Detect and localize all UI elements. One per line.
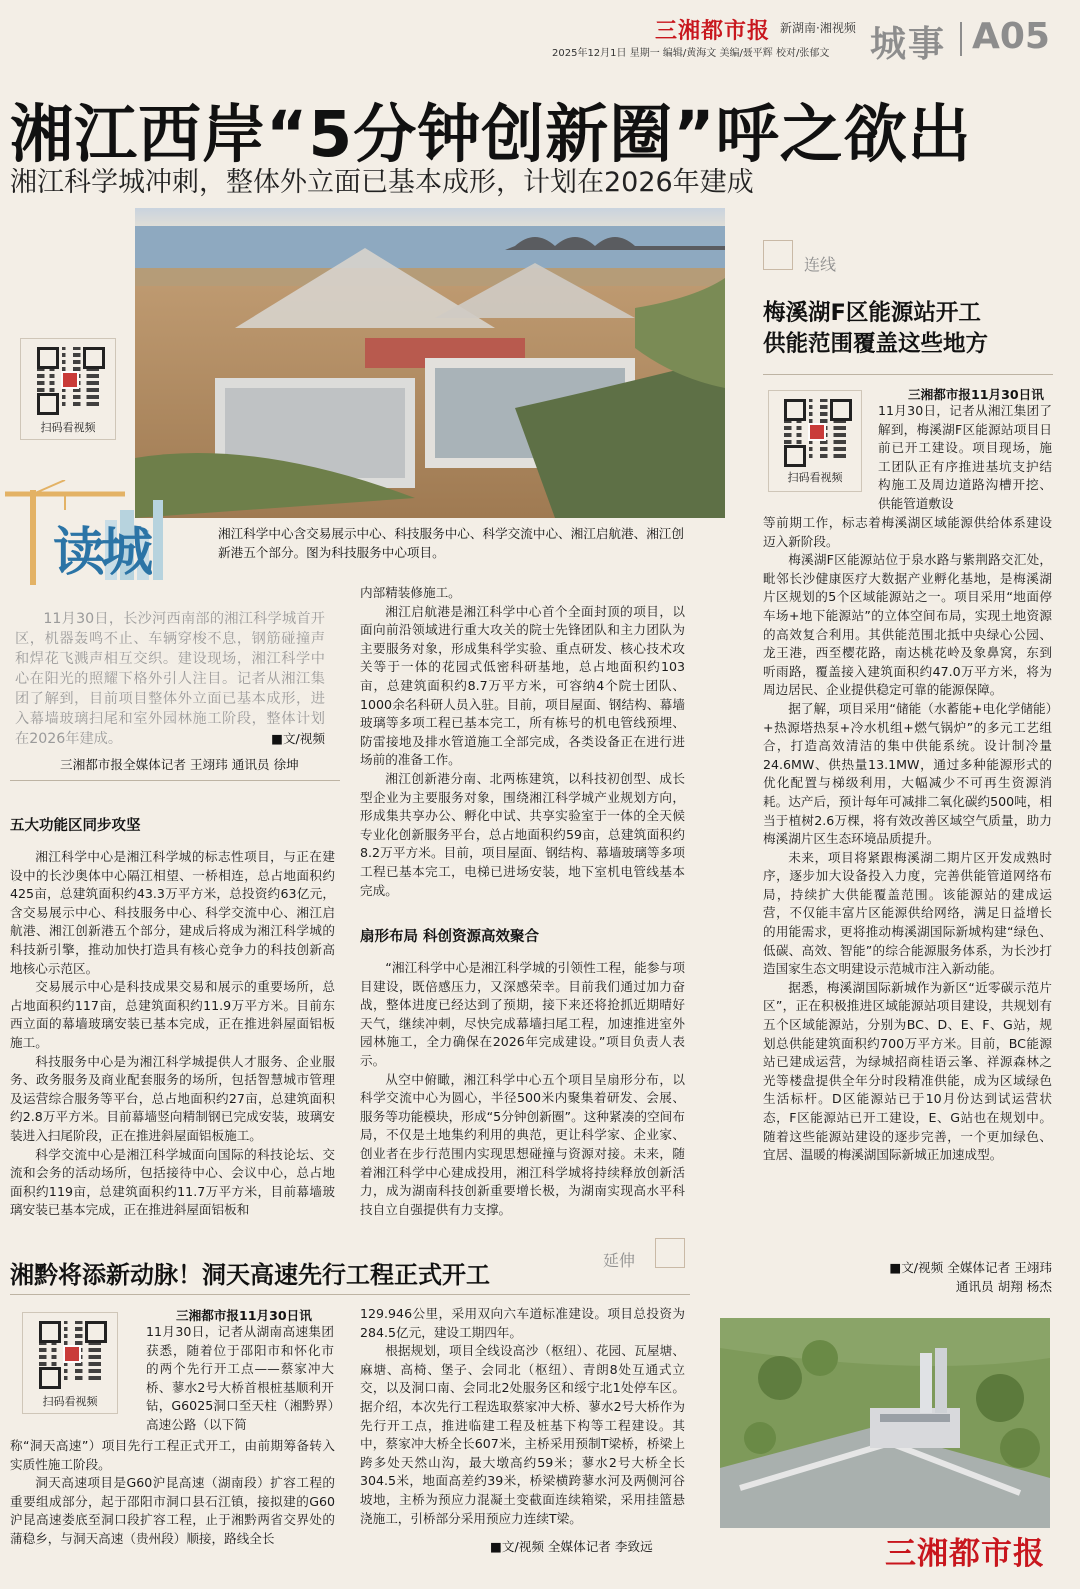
- lead-text: 11月30日，长沙河西南部的湘江科学城首开区，机器轰鸣不止、车辆穿梭不息，钢筋碰撞声和焊花飞溅声相互交织。建设现场，湘江科学中心在阳光的照耀下格外引人注目。记者从湘江集团了解到，目前项目整体外立面已基本成形，进入幕墙玻璃扫尾和室外园林施工阶段，整体计划在2026年建成。 ■文/视频: [15, 611, 325, 747]
- paragraph: 据了解，项目采用“储能（水蓄能+电化学储能）+热源塔热泵+冷水机组+燃气锅炉”的多元工艺组合，打造高效清洁的集中供能系统。设计制冷量24.6MW、供热量13.1MW，通过多种能源形式的优化配置与梯级利用，大幅减少不可再生资源消耗。达产后，预计每年可减排二氧化碳约500吨，相当于植树2.6万棵，将有效改善区域空气质量，助力梅溪湖片区生态环境品质提升。: [763, 700, 1052, 847]
- qr-caption: 扫码看视频: [40, 421, 96, 434]
- paragraph: 11月30日，记者从湖南高速集团获悉，随着位于邵阳市和怀化市的两个先行开工点——蔡家冲大桥、蓼水2号大桥首根桩基顺利开钻，G6025洞口至天柱（湘黔界）高速公路（以下简: [146, 1324, 334, 1432]
- sidebar-dateline: 三湘都市报11月30日讯: [908, 387, 1044, 402]
- article-column-2: [360, 584, 685, 900]
- paragraph: 科技服务中心是为湘江科学城提供人才服务、企业服务、政务服务及商业配套服务的场所，包括智慧城市管理及运营综合服务等平台，总占地面积约27亩，总建筑面积约2.8万平方米。目前幕墙竖向精制钢已完成安装，玻璃安装进入扫尾阶段，正在推进斜屋面铝板施工。: [10, 1053, 335, 1143]
- date-line: 2025年12月1日 星期一 编辑/黄海文 美编/聂平辉 校对/张郁文: [552, 48, 830, 59]
- paragraph: 交易展示中心是科技成果交易和展示的重要场所，总占地面积约117亩，总建筑面积约11.9万平方米。目前东西立面的幕墙玻璃安装已基本完成，正在推进斜屋面铝板施工。: [10, 979, 335, 1050]
- lead-media-tag: ■文/视频: [271, 731, 325, 746]
- paragraph: 湘江启航港是湘江科学中心首个全面封顶的项目，以面向前沿领域进行重大攻关的院士先锋团队和主力团队为主要服务对象，形成集科学实验、重点研发、核心技术攻关等于一体的花园式低密科研基地，总占地面积约103亩，总建筑面积约8.7万平方米，可容纳4个院士团队、1000余名科研人员入驻。目前，项目屋面、钢结构、幕墙玻璃等多项工程已基本完工，所有栋号的机电管线预埋、防雷接地及排水管道施工全部完成，各类设备正在进行进场前的准备工作。: [360, 603, 685, 768]
- paragraph: 129.946公里，采用双向六车道标准建设。项目总投资为284.5亿元，建设工期四年。: [360, 1306, 685, 1340]
- bottom-tag: 延伸: [603, 1251, 636, 1270]
- partner-logo: 新湖南·湘视频: [780, 21, 856, 35]
- byline-line: 通讯员 胡翔 杨杰: [955, 1279, 1052, 1294]
- qr-caption: 扫码看视频: [787, 471, 843, 484]
- bottom-column-1: [10, 1437, 335, 1549]
- main-photo: [135, 208, 725, 518]
- paragraph: 根据规划，项目全线设高沙（枢纽）、花园、瓦屋塘、麻塘、高椅、堡子、会同北（枢纽）、青朗8处互通式立交，以及洞口南、会同北2处服务区和绥宁北1处停车区。据介绍，本次先行工程选取蔡家冲大桥、蓼水2号大桥作为先行开工点，推进临建工程及桩基下构等工程建设。其中，蔡家冲大桥全长607米，主桥采用预制T梁桥，桥梁上跨多处天然山沟，最大墩高约59米；蓼水2号大桥全长304.5米，地面高差约39米，桥梁横跨蓼水河及两侧河谷坡地，主桥为预应力混凝土变截面连续箱梁，采用挂篮悬浇施工，引桥部分采用预应力连续T梁。: [360, 1343, 685, 1526]
- paper-name: 三湘都市报: [655, 18, 771, 44]
- main-headline: 湘江西岸“5分钟创新圈”呼之欲出: [10, 98, 972, 171]
- paragraph: 从空中俯瞰，湘江科学中心五个项目呈扇形分布，以科学交流中心为圆心，半径500米内聚集着研发、会展、服务等功能模块，形成“5分钟创新圈”。这种紧凑的空间布局，不仅是土地集约利用的典范，更让科学家、企业家、创业者在步行范围内实现思想碰撞与资源对接。未来，随着湘江科学中心建成投用，湘江科学城将持续释放创新活力，成为湖南科技创新重要增长极，为湖南实现高水平科技自立自强提供有力支撑。: [360, 1071, 685, 1217]
- lead-paragraph: [15, 609, 325, 749]
- divider: [10, 780, 340, 781]
- photo-caption: 湘江科学中心含交易展示中心、科技服务中心、科学交流中心、湘江启航港、湘江创新港五个部分。图为科技服务中心项目。: [218, 526, 684, 560]
- column-logo: [5, 480, 195, 590]
- column-logo-text: 读城: [53, 522, 150, 583]
- bottom-tag-box: [655, 1238, 685, 1268]
- paragraph: 洞天高速项目是G60沪昆高速（湖南段）扩容工程的重要组成部分，起于邵阳市洞口县石江镇，接拟建的G60沪昆高速娄底至洞口段扩容工程，止于湘黔两省交界处的蒲稳乡，与洞天高速（贵州段）顺接，路线全长: [10, 1475, 335, 1546]
- qr-code-video-1[interactable]: [20, 338, 116, 440]
- article-column-2b: [360, 959, 685, 1219]
- paragraph: 未来，项目将紧跟梅溪湖二期片区开发成熟时序，逐步加大设备投入力度，完善供能管道网络布局，持续扩大供能覆盖范围。该能源站的建成运营，不仅能丰富片区能源供给网络，满足日益增长的用能需求，更将推动梅溪湖国际新城构建“绿色、低碳、高效、智能”的综合能源服务体系，为长沙打造国家生态文明建设示范城市注入新动能。: [763, 849, 1052, 977]
- paragraph: 湘江科学中心是湘江科学城的标志性项目，与正在建设中的长沙奥体中心隔江相望、一桥相连，总占地面积约425亩，总建筑面积约43.3万平方米，总投资约63亿元，含交易展示中心、科技服务中心、科学交流中心、湘江启航港、湘江创新港五个部分，建成后将成为湘江科学城的科技新引擎，推动加快打造具有核心竞争力的科技创新高地核心示范区。: [10, 849, 335, 976]
- paragraph: 称“洞天高速”）项目先行工程正式开工，由前期筹备转入实质性施工阶段。: [10, 1438, 335, 1472]
- bottom-lead-wrap: [146, 1323, 334, 1435]
- sidebar-lead-wrap: [878, 402, 1052, 514]
- bottom-column-2: [360, 1305, 685, 1528]
- footer-logo: 三湘都市报: [885, 1536, 1045, 1572]
- sidebar-title-line: 供能范围覆盖这些地方: [763, 331, 989, 357]
- sidebar-byline: [840, 1258, 1052, 1296]
- divider: [10, 1294, 690, 1295]
- section-name: 城事: [870, 24, 947, 65]
- section-heading: 五大功能区同步攻坚: [10, 818, 141, 834]
- sidebar-tag: 连线: [804, 255, 837, 274]
- page-number: A05: [972, 16, 1050, 57]
- lead-byline: 三湘都市报全媒体记者 王翊玮 通讯员 徐坤: [60, 757, 299, 772]
- byline-line: ■文/视频 全媒体记者 王翊玮: [889, 1260, 1052, 1275]
- paragraph: “湘江科学中心是湘江科学城的引领性工程，能参与项目建设，既倍感压力，又深感荣幸。目前我们通过加力奋战，整体进度已经达到了预期，接下来还将抢抓近期晴好天气，继续冲刺，尽快完成幕墙扫尾工程，加速推进室外园林施工，全力确保在2026年完成建设。”项目负责人表示。: [360, 960, 685, 1068]
- paragraph: 梅溪湖F区能源站位于泉水路与紫荆路交汇处，毗邻长沙健康医疗大数据产业孵化基地，是梅溪湖片区规划的5个区域能源站之一。项目采用“地面停车场+地下能源站”的立体空间布局，实现土地资源的高效复合利用。其供能范围北抵中央绿心公园、龙王港，西至樱花路，南达桃花岭及象鼻窝，东到听雨路，覆盖接入建筑面积约47.0万平方米，将为周边居民、企业提供稳定可靠的能源保障。: [763, 552, 1052, 698]
- section-heading: 扇形布局 科创资源高效聚合: [360, 929, 540, 945]
- bottom-dateline: 三湘都市报11月30日讯: [176, 1308, 312, 1323]
- paragraph: 湘江创新港分南、北两栋建筑，以科技初创型、成长型企业为主要服务对象，围绕湘江科学城产业规划方向，形成集共享办公、孵化中试、共享实验室于一体的全天候专业化创新服务平台，总占地面积约59亩，总建筑面积约8.2万平方米。目前，项目屋面、钢结构、幕墙玻璃等多项工程已基本完工，电梯已进场安装，地下室机电管线基本完成。: [360, 770, 685, 898]
- qr-caption: 扫码看视频: [42, 1395, 98, 1408]
- bottom-headline: 湘黔将添新动脉！洞天高速先行工程正式开工: [10, 1261, 490, 1289]
- bottom-byline: ■文/视频 全媒体记者 李致远: [490, 1539, 653, 1554]
- rendering-image: [720, 1318, 1050, 1528]
- paragraph: 11月30日，记者从湘江集团了解到，梅溪湖F区能源站项目日前已开工建设。项目现场，施工团队正有序推进基坑支护结构施工及周边道路沟槽开挖、供能管道敷设: [878, 403, 1052, 511]
- paragraph: 科学交流中心是湘江科学城面向国际的科技论坛、交流和会务的活动场所，包括接待中心、会议中心，总占地面积约119亩，总建筑面积约11.7万平方米，目前幕墙玻璃安装已基本完成，正在推进斜屋面铝板和: [10, 1146, 335, 1218]
- sidebar-tag-box: [763, 240, 793, 270]
- sidebar-title: [763, 298, 988, 360]
- masthead: [540, 14, 1070, 64]
- construction-site-image: [135, 208, 725, 518]
- energy-station-rendering: [720, 1318, 1050, 1528]
- paragraph: 据悉，梅溪湖国际新城作为新区“近零碳示范片区”，正在积极推进区域能源站项目建设，共规划有五个区域能源站，分别为BC、D、E、F、G站，规划总供能建筑面积约700万平方米。目前，BC能源站已建成运营，为绿城招商桂语云峯、祥源森林之光等楼盘提供全年分时段精准供能，成为区域绿色生活标杆。D区能源站已于10月份达到试运营状态，F区能源站已开工建设，E、G站也在规划中。随着这些能源站建设的逐步完善，一个更加绿色、宜居、温暖的梅溪湖国际新城正加速成型。: [763, 979, 1052, 1163]
- section-divider: [960, 22, 962, 56]
- paragraph: 内部精装修施工。: [360, 585, 461, 600]
- qr-code-video-3[interactable]: [22, 1312, 118, 1414]
- sidebar-title-line: 梅溪湖F区能源站开工: [763, 300, 981, 326]
- sidebar-body: [763, 514, 1052, 1165]
- paragraph: 等前期工作，标志着梅溪湖区域能源供给体系建设迈入新阶段。: [763, 515, 1052, 549]
- article-column-1: [10, 848, 335, 1220]
- qr-code-video-2[interactable]: [768, 390, 862, 492]
- divider: [763, 374, 1053, 375]
- main-subheadline: 湘江科学城冲刺，整体外立面已基本成形，计划在2026年建成: [10, 167, 754, 198]
